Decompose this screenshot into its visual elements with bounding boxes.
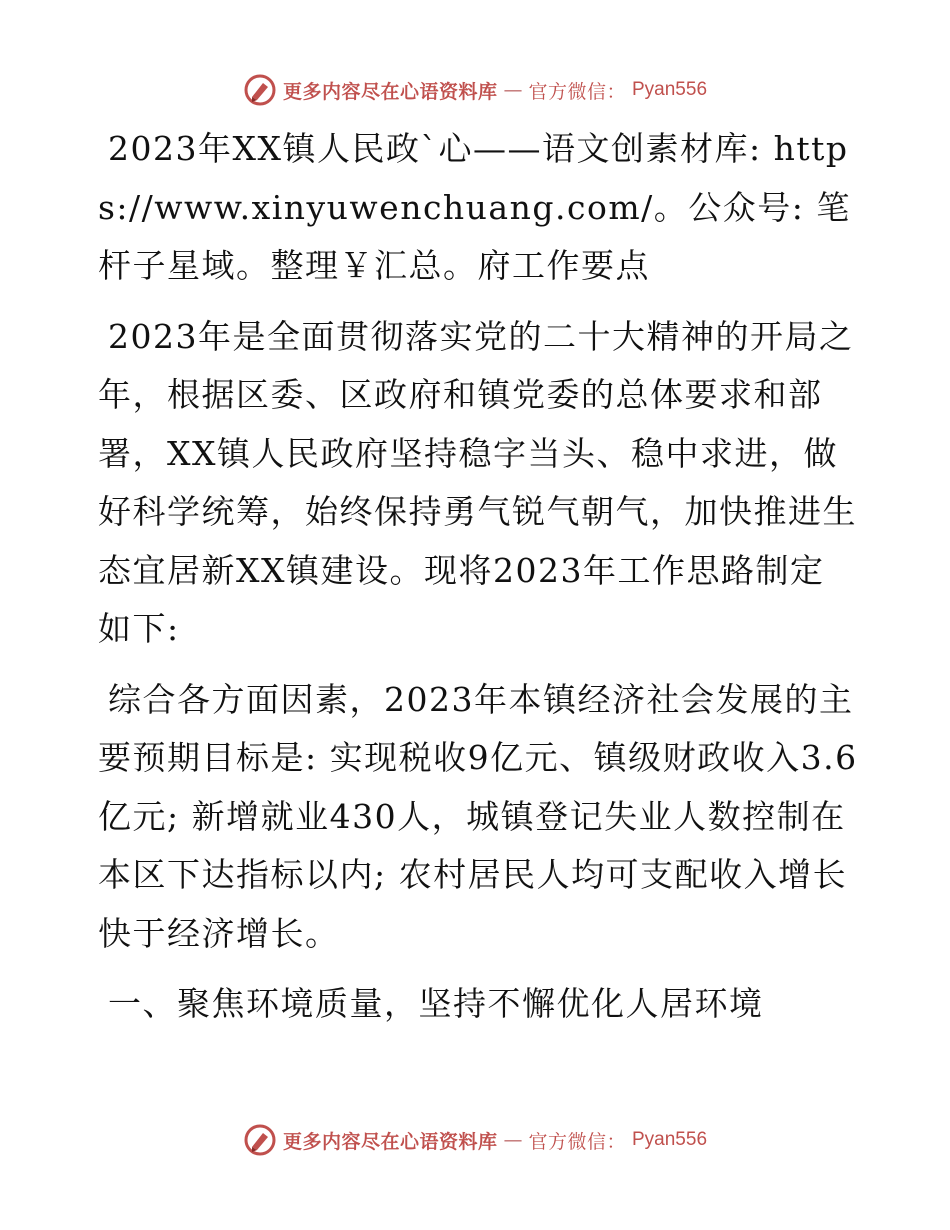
watermark-wechat-label: 官方微信： xyxy=(528,1130,626,1153)
watermark-separator: — xyxy=(503,79,523,101)
intro-paragraph xyxy=(98,308,858,659)
header-watermark xyxy=(0,70,950,110)
title-text: 2023年XX镇人民政`心——语文创素材库: https://www.xinyuwenchuang.com/。公众号: 笔杆子星域。整理￥汇总。府工作要点 xyxy=(98,129,851,285)
title-paragraph xyxy=(98,120,858,296)
watermark-site-text: 更多内容尽在心语资料库 xyxy=(282,80,498,103)
brand-logo-icon xyxy=(243,1123,277,1157)
section-heading-1: 一、聚焦环境质量，坚持不懈优化人居环境 xyxy=(108,984,764,1023)
document-body xyxy=(98,120,858,1034)
footer-watermark xyxy=(0,1120,950,1160)
watermark-wechat-label: 官方微信： xyxy=(528,80,626,103)
watermark-site-text: 更多内容尽在心语资料库 xyxy=(282,1130,498,1153)
intro-text: 2023年是全面贯彻落实党的二十大精神的开局之年，根据区委、区政府和镇党委的总体要求和部署，XX镇人民政府坚持稳字当头、稳中求进，做好科学统筹，始终保持勇气锐气朝气，加快推进生态宜居新XX镇建设。现将2023年工作思路制定如下: xyxy=(98,316,857,648)
watermark-wechat-id: Pyan556 xyxy=(632,1129,708,1150)
watermark-separator: — xyxy=(503,1129,523,1151)
targets-text: 综合各方面因素，2023年本镇经济社会发展的主要预期目标是: 实现税收9亿元、镇级财政收入3.6亿元; 新增就业430人，城镇登记失业人数控制在本区下达指标以内; 农村居民人均可支配收入增长快于经济增长。 xyxy=(98,679,858,953)
watermark-wechat-id: Pyan556 xyxy=(632,79,708,100)
brand-logo-icon xyxy=(243,73,277,107)
targets-paragraph xyxy=(98,671,858,964)
